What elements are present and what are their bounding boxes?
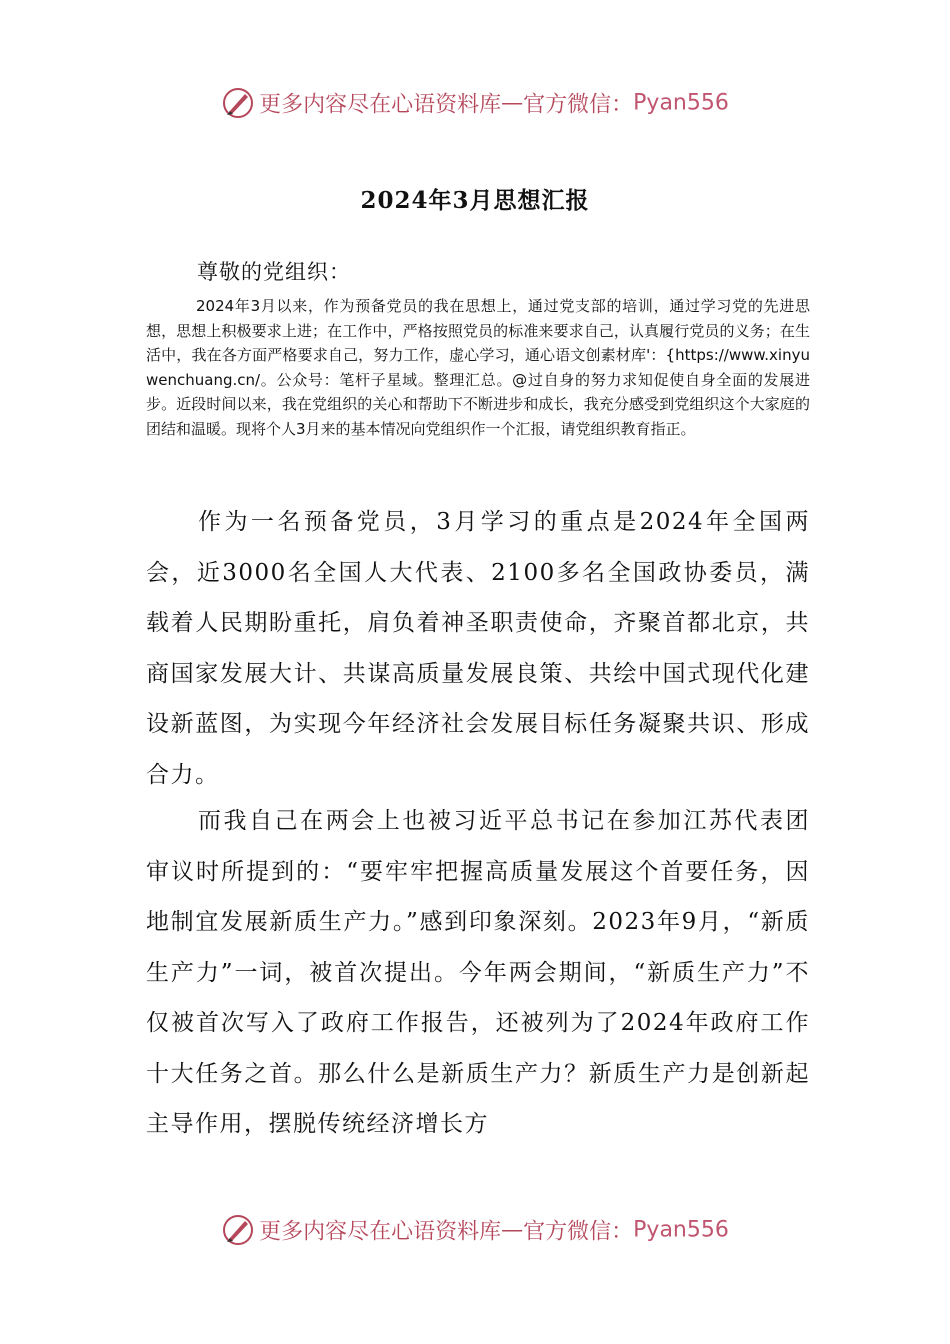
header-banner	[0, 86, 950, 120]
quill-pen-icon	[221, 86, 255, 120]
salutation: 尊敬的党组织：	[197, 260, 351, 284]
document-title: 2024年3月思想汇报	[360, 187, 590, 214]
footer-banner	[0, 1213, 950, 1247]
banner-text: 更多内容尽在心语资料库	[259, 92, 502, 118]
banner-wechat-label: 官方微信：	[523, 1219, 634, 1245]
banner-wechat-label: 官方微信：	[523, 92, 634, 118]
banner-text: 更多内容尽在心语资料库	[259, 1219, 502, 1245]
intro-paragraph: 2024年3月以来，作为预备党员的我在思想上，通过党支部的培训，通过学习党的先进思想，思想上积极要求上进；在工作中，严格按照党员的标准来要求自己，认真履行党员的义务；在生活中，我在各方面严格要求自己，努力工作，虚心学习，通心语文创素材库'：{https://www.xinyuwenchuang.cn/。公众号：笔杆子星域。整理汇总。@过自身的努力求知促使自身全面的发展进步。近段时间以来，我在党组织的关心和帮助下不断进步和成长，我充分感受到党组织这个大家庭的团结和温暖。现将个人3月来的基本情况向党组织作一个汇报，请党组织教育指正。	[146, 297, 810, 438]
banner-wechat-id: Pyan556	[633, 1217, 729, 1243]
banner-wechat-id: Pyan556	[633, 90, 729, 116]
banner-dash: —	[501, 1217, 524, 1243]
quill-pen-icon	[221, 1213, 255, 1247]
body-paragraph-2: 而我自己在两会上也被习近平总书记在参加江苏代表团审议时所提到的：“要牢牢把握高质量发展这个首要任务，因地制宜发展新质生产力。”感到印象深刻。2023年9月，“新质生产力”一词，被首次提出。今年两会期间，“新质生产力”不仅被首次写入了政府工作报告，还被列为了2024年政府工作十大任务之首。那么什么是新质生产力？新质生产力是创新起主导作用，摆脱传统经济增长方	[146, 808, 810, 1137]
body-paragraph-1: 作为一名预备党员，3月学习的重点是2024年全国两会，近3000名全国人大代表、2100多名全国政协委员，满载着人民期盼重托，肩负着神圣职责使命，齐聚首都北京，共商国家发展大计、共谋高质量发展良策、共绘中国式现代化建设新蓝图，为实现今年经济社会发展目标任务凝聚共识、形成合力。	[146, 509, 810, 788]
banner-dash: —	[501, 90, 524, 116]
